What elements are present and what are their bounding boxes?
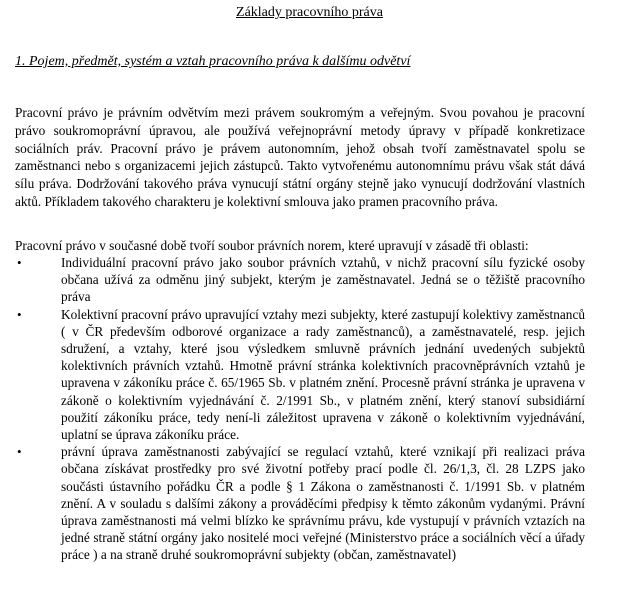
bullet-icon: • <box>17 255 22 270</box>
areas-bullet-list <box>15 254 585 564</box>
bullet-icon: • <box>17 444 22 460</box>
list-item-text: Kolektivní pracovní právo upravující vztahy mezi subjekty, které zastupují kolektivy zaměstnanců ( v ČR především odborové organizace a rady zaměstnanců), a zaměstnavatelé, resp. jejich sdružení, a vztahy, které jsou výsledkem smluvně právních jednání uvedených subjektů kolektivních právních vztahů. Hmotně právní stránka kolektivních pracovněprávních vztahů je upravena v zákoníku práce č. 65/1965 Sb. v platném znění. Procesně právní stránka je upravena v zákoně o kolektivním vyjednávání č. 2/1991 Sb., v platném znění, který stanoví subsidiární použití zákoníku práce, tedy není-li záležitost upravena v zákoně o kolektivním vyjednávání, uplatní se úprava zákoníku práce. <box>61 306 585 443</box>
list-item-text: Individuální pracovní právo jako soubor právních vztahů, v nichž pracovní sílu fyzické osoby občana užívá za odměnu jiný subjekt, kterým je zaměstnavatel. Jedná se o těžiště pracovního práva <box>61 255 585 305</box>
document-title: Základy pracovního práva <box>236 5 383 20</box>
list-item <box>15 254 585 306</box>
list-item-text: právní úprava zaměstnanosti zabývající se regulací vztahů, které vznikají při realizaci práva občana získávat prostředky pro své životní potřeby prací podle čl. 26/1,3, čl. 28 LZPS jako součásti ústavního pořádku ČR a podle § 1 Zákona o zaměstnanosti č. 1/1991 Sb. v platném znění. A v souladu s dalšími zákony a prováděcími předpisy k těmto zákonům vydanými. Právní úprava zaměstnanosti má velmi blízko ke správnímu právu, kde vystupují v právních vztazích na jedné straně státní orgány jako nositelé moci veřejné (Ministerstvo práce a sociálních věcí a úřady práce ) a na straně druhé soukromoprávní subjekty (občan, zaměstnavatel) <box>61 444 585 563</box>
intro-paragraph: Pracovní právo je právním odvětvím mezi právem soukromým a veřejným. Svou povahou je pracovní právo soukromoprávní úpravou, ale používá veřejnoprávní metody úpravy v případě konkretizace sociálních práv. Pracovní právo je právem autonomním, jehož obsah tvoří zaměstnavatel spolu se zaměstnanci nebo s organizacemi jejich zástupců. Takto vytvořenému autonomnímu právu však stát dává sílu práva. Dodržování takového práva vynucují státní orgány stejně jako vynucují dodržování vlastních aktů. Příkladem takového charakteru je kolektivní smlouva jako pramen pracovního práva. <box>15 105 585 209</box>
section-heading: 1. Pojem, předmět, systém a vztah pracovního práva k dalšímu odvětví <box>15 54 411 69</box>
list-item <box>15 443 585 563</box>
list-item <box>15 306 585 444</box>
areas-intro-paragraph: Pracovní právo v současné době tvoří soubor právních norem, které upravují v zásadě tři oblasti: <box>15 238 529 253</box>
bullet-icon: • <box>17 306 22 322</box>
